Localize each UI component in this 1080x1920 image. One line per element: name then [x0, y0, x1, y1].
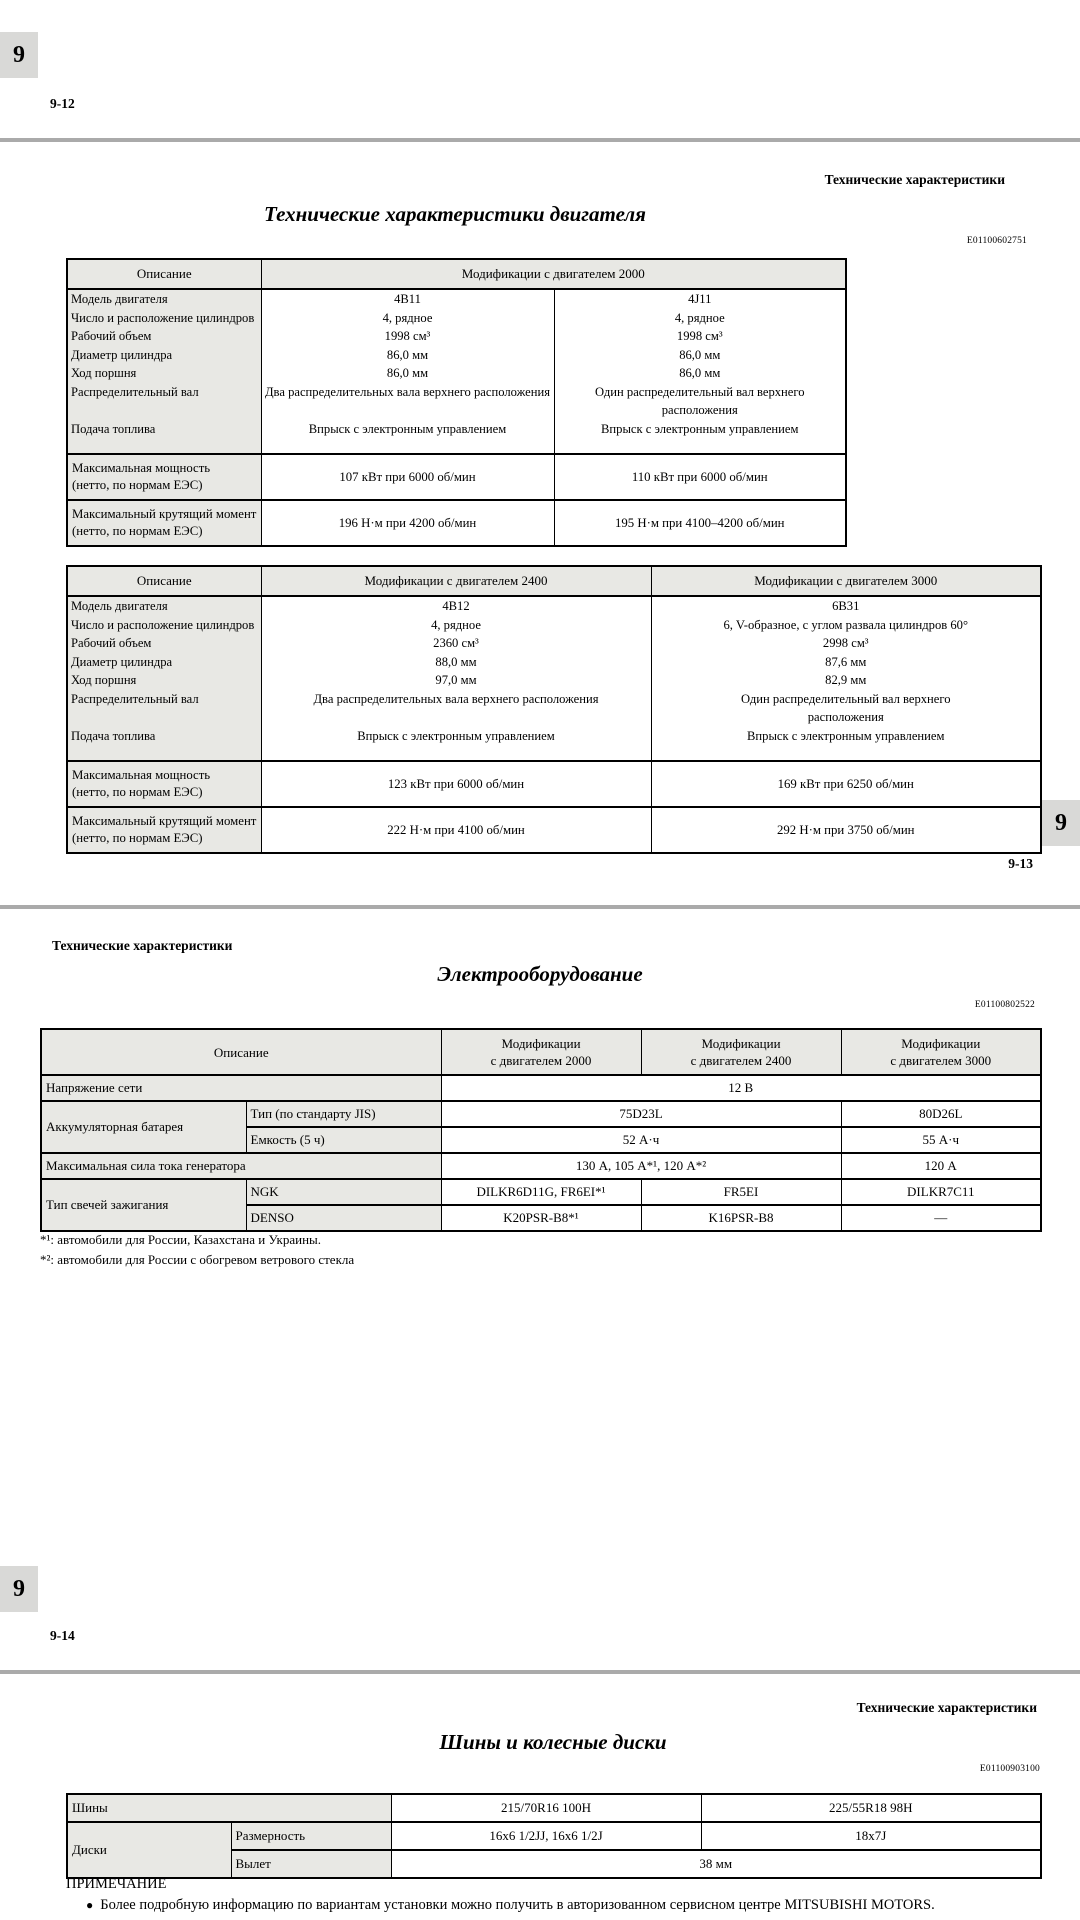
spec-label: Число и расположение цилиндров — [67, 309, 261, 328]
spec-value: 86,0 мм — [261, 364, 554, 383]
spec-label: Рабочий объем — [67, 634, 261, 653]
voltage-value: 12 В — [441, 1075, 1041, 1101]
header-group-3000: Модификации с двигателем 3000 — [651, 566, 1041, 596]
spec-value: 88,0 мм — [261, 653, 651, 672]
spec-row — [67, 346, 846, 365]
spec-value: Впрыск с электронным управлением — [261, 420, 554, 439]
wheel-size-row — [67, 1822, 1041, 1850]
ngk-2400: FR5EI — [641, 1179, 841, 1205]
header-desc: Описание — [67, 566, 261, 596]
spec-value: Два распределительных вала верхнего расположения — [261, 383, 554, 420]
spec-label: Подача топлива — [67, 727, 261, 746]
torque-label: Максимальный крутящий момент (нетто, по нормам ЕЭС) — [67, 807, 261, 853]
battery-label: Аккумуляторная батарея — [41, 1101, 246, 1153]
plugs-ngk-row — [41, 1179, 1041, 1205]
torque-value: 292 Н·м при 3750 об/мин — [651, 807, 1041, 853]
spec-value: 82,9 мм — [651, 671, 1041, 690]
disks-label: Диски — [67, 1822, 231, 1878]
spec-row — [67, 327, 846, 346]
spec-value: Впрыск с электронным управлением — [261, 727, 651, 746]
spec-value: 97,0 мм — [261, 671, 651, 690]
chapter-tab-bottom: 9 — [0, 1566, 38, 1612]
battery-capacity-value: 52 А·ч — [441, 1127, 841, 1153]
note-title: ПРИМЕЧАНИЕ — [66, 1876, 167, 1892]
ngk-3000: DILKR7C11 — [841, 1179, 1041, 1205]
spec-label: Диаметр цилиндра — [67, 346, 261, 365]
torque-value: 195 Н·м при 4100–4200 об/мин — [554, 500, 846, 546]
power-label: Максимальная мощность (нетто, по нормам ЕЭС) — [67, 761, 261, 807]
power-row — [67, 761, 1041, 807]
spec-label: Модель двигателя — [67, 596, 261, 616]
electrical-table — [40, 1028, 1042, 1232]
voltage-label: Напряжение сети — [41, 1075, 441, 1101]
alternator-value-3000: 120 А — [841, 1153, 1041, 1179]
ngk-2000: DILKR6D11G, FR6EI*¹ — [441, 1179, 641, 1205]
spec-value-wrapped: Один распределительный вал верхнего расположения — [594, 384, 805, 417]
header-mod-2400: Модификации с двигателем 2400 — [641, 1029, 841, 1075]
alternator-row — [41, 1153, 1041, 1179]
spec-value: Впрыск с электронным управлением — [651, 727, 1041, 746]
ngk-label: NGK — [246, 1179, 441, 1205]
size-value-16: 16x6 1/2JJ, 16x6 1/2J — [391, 1822, 701, 1850]
table-header-row — [67, 566, 1041, 596]
spec-label: Распределительный вал — [67, 690, 261, 727]
spec-row — [67, 364, 846, 383]
spec-row — [67, 309, 846, 328]
spec-value: 4, рядное — [261, 616, 651, 635]
battery-type-value: 75D23L — [441, 1101, 841, 1127]
spec-row — [67, 420, 846, 439]
note-line — [86, 1897, 935, 1914]
offset-label: Вылет — [231, 1850, 391, 1878]
torque-row — [67, 500, 846, 546]
battery-capacity-label: Емкость (5 ч) — [246, 1127, 441, 1153]
spec-value: 4B11 — [261, 289, 554, 309]
spec-value: 2360 см³ — [261, 634, 651, 653]
section-code-electrical: E01100802522 — [974, 1000, 1035, 1010]
battery-type-value-3000: 80D26L — [841, 1101, 1041, 1127]
page-divider-2 — [0, 905, 1080, 909]
tires-value-18: 225/55R18 98H — [701, 1794, 1041, 1822]
spec-value — [651, 690, 1041, 727]
power-value: 107 кВт при 6000 об/мин — [261, 454, 554, 500]
engine-table-2000 — [66, 258, 847, 547]
engine-table-2400-3000 — [66, 565, 1042, 854]
spec-value: 4J11 — [554, 289, 846, 309]
torque-row — [67, 807, 1041, 853]
battery-capacity-value-3000: 55 А·ч — [841, 1127, 1041, 1153]
size-label: Размерность — [231, 1822, 391, 1850]
spec-row — [67, 616, 1041, 635]
spec-row — [67, 671, 1041, 690]
tires-value-16: 215/70R16 100H — [391, 1794, 701, 1822]
battery-type-label: Тип (по стандарту JIS) — [246, 1101, 441, 1127]
note-text: Более подробную информацию по вариантам установки можно получить в авторизованном сервисном центре MITSUBISHI MOTORS. — [100, 1897, 935, 1913]
spec-value: 87,6 мм — [651, 653, 1041, 672]
spec-label: Модель двигателя — [67, 289, 261, 309]
spec-value: 86,0 мм — [554, 346, 846, 365]
size-value-18: 18x7J — [701, 1822, 1041, 1850]
plugs-label: Тип свечей зажигания — [41, 1179, 246, 1231]
voltage-row — [41, 1075, 1041, 1101]
header-mod-2000: Модификации с двигателем 2000 — [441, 1029, 641, 1075]
running-header-2: Технические характеристики — [52, 938, 233, 953]
page-number-9-14: 9-14 — [50, 1628, 75, 1643]
spec-label: Подача топлива — [67, 420, 261, 439]
spec-row — [67, 653, 1041, 672]
battery-type-row — [41, 1101, 1041, 1127]
footnote-2: *²: автомобили для России с обогревом ветрового стекла — [40, 1252, 355, 1267]
spec-value: 86,0 мм — [554, 364, 846, 383]
tires-row — [67, 1794, 1041, 1822]
spec-label: Распределительный вал — [67, 383, 261, 420]
spec-value: 1998 см³ — [554, 327, 846, 346]
spec-row — [67, 634, 1041, 653]
bullet-icon: ● — [86, 1898, 94, 1912]
footnote-1: *¹: автомобили для России, Казахстана и Украины. — [40, 1232, 322, 1247]
torque-value: 222 Н·м при 4100 об/мин — [261, 807, 651, 853]
spec-value: Два распределительных вала верхнего расположения — [261, 690, 651, 727]
header-mod-3000: Модификации с двигателем 3000 — [841, 1029, 1041, 1075]
denso-3000: — — [841, 1205, 1041, 1231]
spec-value: 4B12 — [261, 596, 651, 616]
spacer-row — [67, 745, 1041, 761]
spacer-row — [67, 438, 846, 454]
torque-value: 196 Н·м при 4200 об/мин — [261, 500, 554, 546]
spec-value — [554, 383, 846, 420]
chapter-tab-top: 9 — [0, 32, 38, 78]
spec-label: Диаметр цилиндра — [67, 653, 261, 672]
section-code-engine: E01100602751 — [966, 236, 1027, 246]
alternator-value: 130 А, 105 А*¹, 120 А*² — [441, 1153, 841, 1179]
spec-label: Число и расположение цилиндров — [67, 616, 261, 635]
table-header-row — [41, 1029, 1041, 1075]
spec-value-wrapped: Один распределительный вал верхнего расположения — [740, 691, 951, 724]
spec-value: 4, рядное — [261, 309, 554, 328]
spec-row — [67, 596, 1041, 616]
spec-row — [67, 289, 846, 309]
offset-value: 38 мм — [391, 1850, 1041, 1878]
page-number-9-13: 9-13 — [1008, 856, 1033, 871]
torque-label: Максимальный крутящий момент (нетто, по нормам ЕЭС) — [67, 500, 261, 546]
tires-label: Шины — [67, 1794, 391, 1822]
spec-value: 2998 см³ — [651, 634, 1041, 653]
page-divider-1 — [0, 138, 1080, 142]
spec-value: 86,0 мм — [261, 346, 554, 365]
section-title-electrical: Электрооборудование — [437, 962, 643, 986]
spec-row — [67, 727, 1041, 746]
alternator-label: Максимальная сила тока генератора — [41, 1153, 441, 1179]
page-number-9-12: 9-12 — [50, 96, 75, 111]
header-group-2000: Модификации с двигателем 2000 — [261, 259, 846, 289]
spec-value: 6B31 — [651, 596, 1041, 616]
running-header-3: Технические характеристики — [856, 1700, 1037, 1715]
power-label: Максимальная мощность (нетто, по нормам ЕЭС) — [67, 454, 261, 500]
power-value: 123 кВт при 6000 об/мин — [261, 761, 651, 807]
denso-2000: K20PSR-B8*¹ — [441, 1205, 641, 1231]
page-divider-3 — [0, 1670, 1080, 1674]
denso-label: DENSO — [246, 1205, 441, 1231]
spec-value: 1998 см³ — [261, 327, 554, 346]
header-desc: Описание — [41, 1029, 441, 1075]
table-header-row — [67, 259, 846, 289]
spec-row — [67, 383, 846, 420]
power-value: 169 кВт при 6250 об/мин — [651, 761, 1041, 807]
spec-value: Впрыск с электронным управлением — [554, 420, 846, 439]
power-value: 110 кВт при 6000 об/мин — [554, 454, 846, 500]
spec-value: 4, рядное — [554, 309, 846, 328]
chapter-tab-right: 9 — [1042, 800, 1080, 846]
power-row — [67, 454, 846, 500]
section-title-tires: Шины и колесные диски — [439, 1730, 667, 1754]
spec-row — [67, 690, 1041, 727]
tires-table — [66, 1793, 1042, 1879]
running-header-1: Технические характеристики — [824, 172, 1005, 187]
spec-label: Рабочий объем — [67, 327, 261, 346]
section-title-engine: Технические характеристики двигателя — [264, 202, 646, 226]
header-group-2400: Модификации с двигателем 2400 — [261, 566, 651, 596]
spec-label: Ход поршня — [67, 671, 261, 690]
header-desc: Описание — [67, 259, 261, 289]
denso-2400: K16PSR-B8 — [641, 1205, 841, 1231]
spec-value: 6, V-образное, с углом развала цилиндров 60° — [651, 616, 1041, 635]
section-code-tires: E01100903100 — [979, 1764, 1040, 1774]
spec-label: Ход поршня — [67, 364, 261, 383]
